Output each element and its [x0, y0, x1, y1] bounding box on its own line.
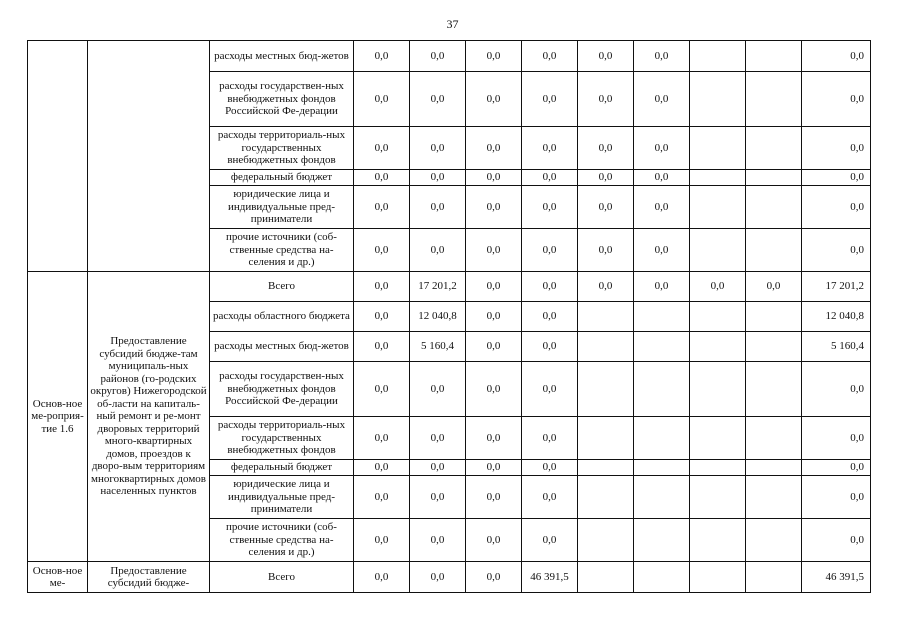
value-cell	[746, 127, 802, 170]
source-cell: расходы государствен-ных внебюджетных фондов Российской Фе-дерации	[210, 72, 354, 127]
activity-cell: Предоставление субсидий бюдже-	[88, 562, 210, 593]
value-cell: 0,0	[354, 186, 410, 229]
value-cell	[746, 476, 802, 519]
table-row	[28, 272, 871, 302]
value-cell	[746, 519, 802, 562]
value-cell	[578, 562, 634, 593]
total-cell: 0,0	[802, 186, 871, 229]
value-cell: 0,0	[634, 186, 690, 229]
value-cell	[634, 460, 690, 476]
value-cell: 0,0	[634, 41, 690, 72]
value-cell: 0,0	[522, 272, 578, 302]
value-cell	[746, 186, 802, 229]
value-cell: 0,0	[466, 41, 522, 72]
total-cell: 0,0	[802, 41, 871, 72]
value-cell	[690, 72, 746, 127]
value-cell: 0,0	[354, 302, 410, 332]
value-cell	[746, 417, 802, 460]
total-cell: 0,0	[802, 476, 871, 519]
value-cell: 0,0	[354, 562, 410, 593]
source-cell: федеральный бюджет	[210, 460, 354, 476]
value-cell: 0,0	[466, 476, 522, 519]
value-cell: 0,0	[522, 332, 578, 362]
value-cell	[746, 460, 802, 476]
value-cell: 0,0	[522, 519, 578, 562]
value-cell	[690, 41, 746, 72]
table-row	[28, 562, 871, 593]
value-cell: 0,0	[522, 302, 578, 332]
value-cell	[746, 302, 802, 332]
value-cell	[746, 562, 802, 593]
value-cell: 0,0	[466, 170, 522, 186]
value-cell: 0,0	[746, 272, 802, 302]
value-cell: 46 391,5	[522, 562, 578, 593]
source-cell: юридические лица и индивидуальные пред-приниматели	[210, 476, 354, 519]
measure-cell: Основ-ное ме-роприя-тие 1.6	[28, 272, 88, 562]
source-cell: Всего	[210, 562, 354, 593]
value-cell: 0,0	[354, 417, 410, 460]
total-cell: 0,0	[802, 519, 871, 562]
value-cell: 5 160,4	[410, 332, 466, 362]
source-cell: расходы территориаль-ных государственных внебюджетных фондов	[210, 417, 354, 460]
value-cell: 0,0	[354, 460, 410, 476]
total-cell: 0,0	[802, 127, 871, 170]
value-cell: 0,0	[410, 186, 466, 229]
value-cell	[634, 302, 690, 332]
value-cell: 0,0	[354, 272, 410, 302]
value-cell: 0,0	[466, 272, 522, 302]
value-cell: 0,0	[410, 362, 466, 417]
value-cell: 0,0	[466, 302, 522, 332]
source-cell: расходы местных бюд-жетов	[210, 332, 354, 362]
table-row	[28, 41, 871, 72]
value-cell	[690, 332, 746, 362]
value-cell: 0,0	[522, 170, 578, 186]
value-cell: 0,0	[578, 127, 634, 170]
source-cell: расходы территориаль-ных государственных внебюджетных фондов	[210, 127, 354, 170]
value-cell: 0,0	[410, 519, 466, 562]
source-cell: федеральный бюджет	[210, 170, 354, 186]
value-cell	[690, 127, 746, 170]
value-cell: 0,0	[354, 332, 410, 362]
value-cell	[634, 417, 690, 460]
value-cell: 0,0	[522, 362, 578, 417]
value-cell: 0,0	[634, 170, 690, 186]
source-cell: расходы государствен-ных внебюджетных фондов Российской Фе-дерации	[210, 362, 354, 417]
value-cell	[690, 362, 746, 417]
value-cell: 0,0	[634, 127, 690, 170]
value-cell: 0,0	[690, 272, 746, 302]
value-cell: 0,0	[466, 562, 522, 593]
value-cell	[634, 519, 690, 562]
total-cell: 0,0	[802, 72, 871, 127]
value-cell: 0,0	[466, 460, 522, 476]
value-cell: 0,0	[410, 170, 466, 186]
value-cell: 0,0	[354, 170, 410, 186]
value-cell: 0,0	[522, 41, 578, 72]
value-cell: 0,0	[466, 72, 522, 127]
value-cell	[634, 362, 690, 417]
value-cell: 0,0	[578, 229, 634, 272]
value-cell: 0,0	[522, 417, 578, 460]
value-cell: 0,0	[354, 519, 410, 562]
total-cell: 46 391,5	[802, 562, 871, 593]
value-cell: 0,0	[354, 41, 410, 72]
value-cell: 0,0	[410, 229, 466, 272]
value-cell	[634, 562, 690, 593]
value-cell	[690, 186, 746, 229]
value-cell	[578, 476, 634, 519]
value-cell	[690, 519, 746, 562]
value-cell: 0,0	[466, 127, 522, 170]
value-cell	[690, 476, 746, 519]
value-cell: 0,0	[634, 72, 690, 127]
source-cell: Всего	[210, 272, 354, 302]
value-cell: 0,0	[466, 519, 522, 562]
value-cell: 0,0	[466, 186, 522, 229]
value-cell	[690, 562, 746, 593]
value-cell: 0,0	[522, 229, 578, 272]
value-cell: 0,0	[634, 272, 690, 302]
value-cell	[690, 417, 746, 460]
value-cell: 0,0	[522, 476, 578, 519]
value-cell: 12 040,8	[410, 302, 466, 332]
value-cell: 0,0	[634, 229, 690, 272]
value-cell: 0,0	[466, 362, 522, 417]
total-cell: 5 160,4	[802, 332, 871, 362]
activity-cell	[88, 41, 210, 272]
total-cell: 0,0	[802, 362, 871, 417]
value-cell: 0,0	[466, 332, 522, 362]
total-cell: 17 201,2	[802, 272, 871, 302]
value-cell: 0,0	[410, 460, 466, 476]
value-cell: 0,0	[578, 170, 634, 186]
value-cell: 0,0	[522, 72, 578, 127]
value-cell	[578, 332, 634, 362]
source-cell: расходы местных бюд-жетов	[210, 41, 354, 72]
value-cell	[746, 170, 802, 186]
value-cell: 0,0	[354, 476, 410, 519]
value-cell	[578, 302, 634, 332]
value-cell	[578, 460, 634, 476]
total-cell: 0,0	[802, 417, 871, 460]
value-cell	[746, 72, 802, 127]
value-cell	[746, 362, 802, 417]
value-cell	[634, 476, 690, 519]
value-cell	[746, 332, 802, 362]
source-cell: прочие источники (соб-ственные средства на-селения и др.)	[210, 519, 354, 562]
value-cell: 0,0	[522, 186, 578, 229]
budget-table	[27, 40, 871, 593]
activity-cell: Предоставление субсидий бюдже-там муниципаль-ных районов (го-родских округов) Нижегородской об-ласти на капиталь-ный ремонт и ре-монт дворовых территорий много-квартирных домов, проездов к дворо-вым территориям многоквартирных домов населенных пунктов	[88, 272, 210, 562]
value-cell: 0,0	[466, 417, 522, 460]
value-cell	[578, 362, 634, 417]
source-cell: прочие источники (соб-ственные средства на-селения и др.)	[210, 229, 354, 272]
value-cell: 0,0	[578, 72, 634, 127]
page-number: 37	[446, 17, 459, 31]
value-cell	[746, 229, 802, 272]
value-cell	[578, 519, 634, 562]
measure-cell	[28, 41, 88, 272]
value-cell: 0,0	[410, 562, 466, 593]
value-cell: 0,0	[354, 229, 410, 272]
value-cell: 0,0	[522, 460, 578, 476]
value-cell: 0,0	[578, 272, 634, 302]
measure-cell: Основ-ное ме-	[28, 562, 88, 593]
value-cell: 0,0	[410, 476, 466, 519]
value-cell	[746, 41, 802, 72]
value-cell	[690, 460, 746, 476]
value-cell: 0,0	[354, 127, 410, 170]
value-cell	[690, 229, 746, 272]
total-cell: 12 040,8	[802, 302, 871, 332]
value-cell	[690, 302, 746, 332]
value-cell	[634, 332, 690, 362]
value-cell: 17 201,2	[410, 272, 466, 302]
total-cell: 0,0	[802, 170, 871, 186]
value-cell	[578, 417, 634, 460]
total-cell: 0,0	[802, 229, 871, 272]
value-cell: 0,0	[410, 72, 466, 127]
total-cell: 0,0	[802, 460, 871, 476]
value-cell: 0,0	[466, 229, 522, 272]
value-cell: 0,0	[410, 127, 466, 170]
value-cell: 0,0	[354, 72, 410, 127]
source-cell: юридические лица и индивидуальные пред-приниматели	[210, 186, 354, 229]
value-cell: 0,0	[354, 362, 410, 417]
value-cell: 0,0	[578, 41, 634, 72]
value-cell: 0,0	[522, 127, 578, 170]
value-cell	[690, 170, 746, 186]
source-cell: расходы областного бюджета	[210, 302, 354, 332]
value-cell: 0,0	[410, 417, 466, 460]
value-cell: 0,0	[410, 41, 466, 72]
value-cell: 0,0	[578, 186, 634, 229]
